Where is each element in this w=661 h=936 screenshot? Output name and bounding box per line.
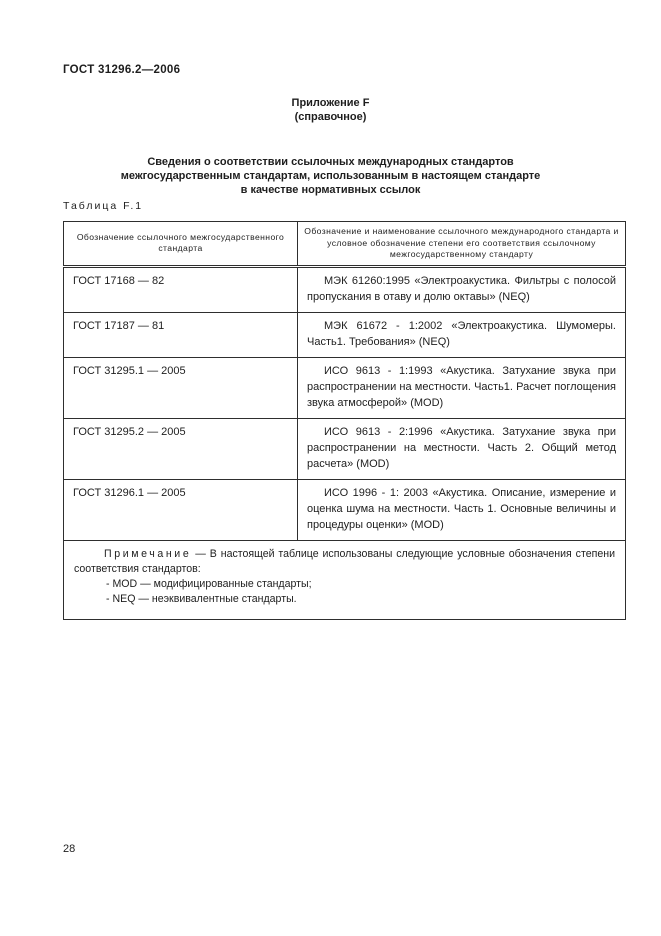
table-row — [64, 357, 626, 418]
appendix-title: Приложение F — [291, 97, 370, 109]
standards-correspondence-table — [63, 221, 626, 620]
gost-standard-cell: ГОСТ 17168 — 82 — [64, 266, 298, 312]
note-paragraph — [74, 547, 615, 577]
gost-standard-cell: ГОСТ 31295.2 — 2005 — [64, 418, 298, 479]
section-title-line-3: в качестве нормативных ссылок — [240, 184, 421, 196]
table-header-row — [64, 222, 626, 267]
international-standard-cell: ИСО 9613 - 2:1996 «Акустика. Затухание звука при распространении на местности. Часть 2. Общий метод расчета» (MOD) — [298, 418, 626, 479]
international-standard-cell: МЭК 61672 - 1:2002 «Электроакустика. Шумомеры. Часть1. Требования» (NEQ) — [298, 312, 626, 357]
section-title-line-2: межгосударственным стандартам, использованным в настоящем стандарте — [120, 170, 541, 182]
international-standard-cell: МЭК 61260:1995 «Электроакустика. Фильтры с полосой пропускания в отаву и долю октавы» (NEQ) — [298, 266, 626, 312]
international-standard-cell: ИСО 1996 - 1: 2003 «Акустика. Описание, измерение и оценка шума на местности. Часть 1. Основные величины и процедуры оценки» (MOD) — [298, 479, 626, 540]
appendix-heading — [0, 96, 661, 124]
column-header-interstate-standard: Обозначение ссылочного межгосударственного стандарта — [64, 222, 298, 267]
document-code: ГОСТ 31296.2—2006 — [63, 64, 181, 76]
appendix-type: (справочное) — [294, 111, 367, 123]
gost-standard-cell: ГОСТ 31296.1 — 2005 — [64, 479, 298, 540]
column-header-international-standard: Обозначение и наименование ссылочного международного стандарта и условное обозначение степени его соответствия ссылочному межгосударственному стандарту — [298, 222, 626, 267]
table-row — [64, 479, 626, 540]
section-title-line-1: Сведения о соответствии ссылочных международных стандартов — [147, 156, 514, 168]
note-item-neq: - NEQ — неэквивалентные стандарты. — [106, 592, 297, 605]
table-body — [64, 266, 626, 619]
table-note-row — [64, 540, 626, 619]
page-number: 28 — [63, 843, 76, 855]
note-item-mod: - MOD — модифицированные стандарты; — [106, 577, 312, 590]
gost-standard-cell: ГОСТ 17187 — 81 — [64, 312, 298, 357]
table-row — [64, 418, 626, 479]
table-header — [64, 222, 626, 267]
gost-standard-cell: ГОСТ 31295.1 — 2005 — [64, 357, 298, 418]
note-label: Примечание — [104, 547, 192, 560]
section-title — [0, 155, 661, 197]
international-standard-cell: ИСО 9613 - 1:1993 «Акустика. Затухание звука при распространении на местности. Часть1. Расчет поглощения звука атмосферой» (MOD) — [298, 357, 626, 418]
note-text: — В настоящей таблице использованы следующие условные обозначения степени соответствия стандартов: — [74, 547, 616, 575]
table-caption: Таблица F.1 — [63, 200, 144, 212]
table-row — [64, 312, 626, 357]
table-note-cell — [64, 540, 626, 619]
table-row — [64, 266, 626, 312]
